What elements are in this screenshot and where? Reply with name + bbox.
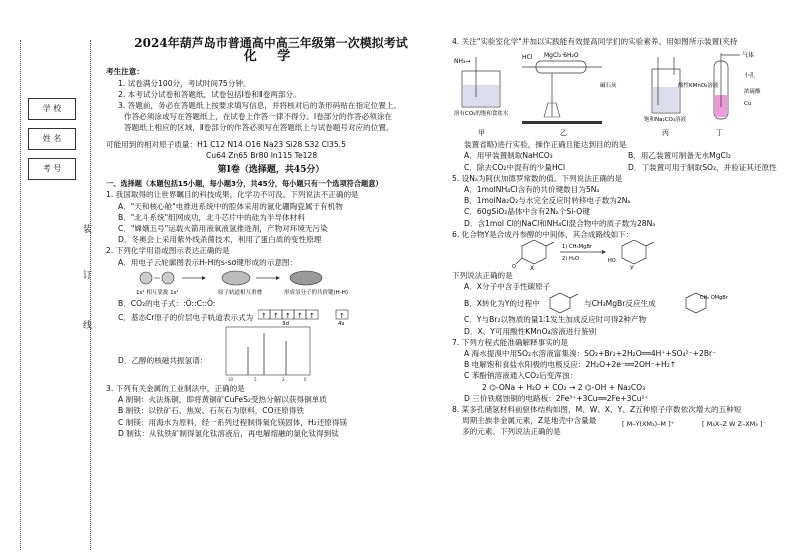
q8-line: 多的元素。下列说法正确的是 (462, 427, 561, 437)
q4-bing-label: 丙 (662, 129, 669, 138)
school-box: 学 校 (28, 98, 76, 120)
q5-option: A．1molNH₄Cl含有的共价键数目为5Nₐ (464, 185, 600, 195)
q4-option: B．用乙装置可制备无水MgCl₂ (628, 151, 731, 161)
q6-option-b-product (680, 292, 740, 314)
cr-4s-label: 4s (338, 321, 345, 326)
q1-option: B．"北斗系统"组网成功，北斗芯片中的硅为半导体材料 (118, 212, 305, 222)
binding-margin (0, 0, 100, 560)
q3-option: D 制钛：从钛铁矿制得氯化钛溶液后，再电解熔融的氯化钛得到钛 (118, 428, 339, 438)
part1-heading: 第Ⅰ卷（选择题，共45分） (217, 165, 325, 176)
svg-text:0: 0 (304, 377, 307, 383)
q4-ding-label: 丁 (716, 129, 723, 138)
q1-option: A．"天和核心舱"电推进系统中的腔体采用的氮化硼陶瓷属于有机物 (118, 201, 343, 211)
q6-option-b-part1: B．X转化为Y的过程中 (464, 299, 540, 309)
q3-option: A 制铜：火法炼铜，即将黄铜矿CuFeS₂受热分解以获得铜单质 (118, 395, 327, 405)
svg-text:↑: ↑ (297, 312, 303, 321)
q4-soda-lime-label: 碱石灰 (600, 83, 617, 90)
q2-option-d-row (106, 325, 436, 383)
note-item: 2. 本考试分试卷和答题纸，试卷包括Ⅰ卷和Ⅱ卷两部分。 (118, 89, 301, 99)
q8-line: 8. 某多孔储氢材料前驱体结构如图，M、W、X、Y、Z五种原子序数依次增大的五种短 (452, 405, 742, 415)
q7-option-c-equation: 2 ⌬-ONa + H₂O + CO₂ → 2 ⌬-OH + Na₂CO₃ (482, 382, 646, 392)
q1-option: D．冬奥会上采用紫外线杀菌技术，利用了蛋白质的变性原理 (118, 235, 322, 245)
orbital-label-1: 1s¹ 相互靠拢 1s¹ (136, 289, 179, 296)
left-column (106, 36, 436, 439)
q4-gas-label: 气体 (742, 52, 755, 60)
binding-word-zhuang: 装 (83, 225, 93, 235)
q4-nh3-label: NH₃→ (454, 58, 471, 66)
q6-stem: 6. 化合物Y是合成丹参醇的中间体，其合成路线如下： (452, 229, 634, 239)
q4-stem: 4. 关注"实验室化学"并加以实践能有效提高同学们的实验素养。用如图所示装置(夹持 (452, 37, 738, 46)
q4-options-row1 (452, 150, 792, 161)
note-item: 答题纸上相应的区域，Ⅱ卷部分的作答必须写在答题纸上与试卷题号对应的位置。 (124, 123, 394, 133)
q1-option: C．"嫦娥五号"运载火箭用液氧液氢推进剂，产物对环境无污染 (118, 224, 328, 234)
svg-text:↑: ↑ (261, 312, 267, 321)
svg-text:↑: ↑ (339, 312, 345, 321)
right-column (452, 36, 792, 439)
exam-number-box: 考 号 (28, 158, 76, 180)
q3-option: C 制镁：用海水为原料，经一系列过程制得氧化镁固体，H₂还原得镁 (118, 417, 348, 427)
q6-x-label: X (530, 265, 535, 271)
note-item: 3. 答题前，务必在答题纸上按要求填写信息，并将核对后的条形码贴在指定位置上。 (118, 101, 402, 111)
co2-electron-formula: :Ö::C::Ö: (183, 298, 216, 308)
q3-option: B 制铁：以铁矿石、焦炭、石灰石为原料，CO还原得铁 (118, 406, 304, 416)
q4-cu-label: Cu (744, 101, 752, 108)
q4-acid-label: 浓硫酸 (744, 89, 761, 96)
q6-option-b-group: CH₃ OMgBr (700, 295, 728, 302)
svg-text:HO: HO (608, 258, 616, 265)
svg-text:↑: ↑ (273, 312, 279, 321)
q2-option-b-text: B．CO₂的电子式： (118, 298, 184, 308)
q4-option: D．丁装置可用于制取SO₂，并验证其还原性 (628, 162, 777, 172)
q6-intro: 下列说法正确的是 (452, 271, 513, 281)
q2-option-c: C．基态Cr原子的价层电子轨道表示式为 (118, 313, 254, 323)
q6-reaction-svg (452, 240, 792, 270)
q2-option-a: A．用电子云轮廓图表示H-H的s-sσ键形成的示意图： (118, 257, 298, 267)
q2-stem: 2. 下列化学用语或图示表达正确的是 (106, 246, 230, 256)
cr-orbital-diagram (258, 309, 378, 325)
orbital-overlap-svg (106, 268, 436, 298)
q5-option: B．1molNa₂O₂与水完全反应时转移电子数为2Nₐ (464, 196, 631, 206)
q6-option-a: A．X分子中含手性碳原子 (464, 282, 551, 292)
q6-reagent1: 1) CH₃MgBr (562, 244, 593, 251)
q4-yi-label: 乙 (560, 129, 567, 138)
q7-option: B 电解饱和食盐水阳极的电极反应：2H₂O+2e⁻══2OH⁻+H₂↑ (464, 360, 677, 370)
q4-jia-label: 甲 (478, 129, 485, 138)
cr-3d-label: 3d (282, 321, 289, 326)
part1-instruction: 一、选择题（本题包括15小题，每小题3分，共45分，每小题只有一个选项符合题意） (106, 179, 383, 189)
q6-option-b-ring (544, 292, 584, 314)
q6-option-b-row (452, 292, 792, 314)
q2-option-d: D．乙醇的核磁共振氢谱： (118, 356, 208, 366)
orbital-label-2: 原子轨道相互重叠 (218, 289, 263, 296)
q6-reagent2: 2) H₂O (562, 256, 580, 263)
svg-text:10: 10 (228, 377, 234, 383)
q8-row (452, 415, 792, 439)
notes-heading: 考生注意： (106, 67, 144, 77)
q4-mgcl2-label: MgCl₂·6H₂O (544, 52, 579, 60)
q4-options-row2 (452, 162, 792, 173)
q4-na2co3-label: 饱和Na₂CO₃溶液 (644, 117, 687, 124)
binding-dotted-line-outer (20, 40, 21, 550)
q4-kmno4-label: 酸性KMnO₄溶液 (678, 83, 719, 90)
name-box: 姓 名 (28, 128, 76, 150)
q4-hcl-label: HCl (522, 54, 533, 62)
q8-structure-anion: [ M₃X–Z W Z–XM₃ ]⁻ (702, 420, 766, 429)
orbital-overlap-figure (106, 268, 436, 298)
ethanol-nmr-spectrum (224, 325, 314, 383)
svg-text:5: 5 (254, 377, 257, 383)
svg-text:O: O (512, 264, 516, 271)
q5-option: C．60gSiO₂晶体中含有2Nₐ个Si-O键 (464, 207, 590, 217)
q4-option: C．除去CO₂中混有的少量HCl (464, 162, 566, 172)
q5-stem: 5. 设Nₐ为阿伏加德罗常数的值。下列说法正确的是 (452, 173, 623, 183)
note-item: 作答必须涂或写在答题纸上，在试卷上作答一律不得分。Ⅰ卷部分的作答必须涂在 (124, 112, 393, 122)
q7-option: A 海水提溴中用SO₂水溶液富集溴：SO₂+Br₂+2H₂O══4H⁺+SO₄²⁻+2Br⁻ (464, 349, 717, 359)
svg-text:↑: ↑ (285, 312, 291, 321)
atomic-masses-line2: Cu64 Zn65 Br80 In115 Te128 (206, 150, 318, 160)
q6-option-d: D．X、Y可用酸性KMnO₄溶液进行鉴别 (464, 326, 597, 336)
q8-structure-cation: [ M–Y(XM₃)–M ]⁺ (622, 420, 675, 429)
q7-option: C 苯酚钠溶液通入CO₂后变浑浊： (464, 371, 578, 381)
q5-option: D．含1mol Cl的NaCl和NH₄Cl混合物中的质子数为28Nₐ (464, 218, 656, 228)
q4-apparatus-svg (452, 47, 792, 139)
q3-stem: 3. 下列有关金属的工业制法中，正确的是 (106, 384, 245, 394)
q6-option-b-part2: 与CH₃MgBr反应生成 (584, 299, 656, 309)
q6-reaction-figure (452, 240, 792, 270)
orbital-label-3: 形成氢分子的共价键(H-H) (284, 289, 349, 296)
atomic-masses-line1: 可能用到的相对原子质量：H1 C12 N14 O16 Na23 Si28 S32 Cl35.5 (106, 139, 346, 149)
q1-stem: 1. 我国取得的让世界瞩目的科技成果，化学功不可没。下列说法不正确的是 (106, 190, 359, 200)
binding-word-xian: 线 (83, 321, 93, 331)
q2-option-b (106, 298, 436, 309)
binding-dotted-line-inner (90, 40, 91, 550)
note-item: 1. 试卷满分100分，考试时间75分钟。 (118, 78, 251, 88)
q4-tail: 装置省略)进行实验，操作正确且能达到目的的是 (464, 140, 627, 150)
q6-option-c: C．Y与Br₂以物质的量1∶1发生加成反应时可得2种产物 (464, 315, 647, 325)
q7-option: D 三价铁腐蚀铜的电路板：2Fe³⁺+3Cu══2Fe+3Cu²⁺ (464, 393, 649, 403)
q2-option-c-row (106, 309, 436, 325)
binding-word-ding: 订 (83, 271, 93, 281)
svg-text:↑: ↑ (309, 312, 315, 321)
q4-hole-label: 小孔 (744, 73, 756, 80)
exam-subject: 化 学 (243, 49, 299, 65)
q4-option: A．用甲装置制取NaHCO₃ (464, 151, 553, 161)
q4-apparatus-figure (452, 47, 792, 139)
svg-text:2: 2 (282, 377, 285, 383)
exam-title: 2024年葫芦岛市普通高中高三年级第一次模拟考试 (134, 36, 408, 50)
q6-y-label: Y (630, 265, 634, 271)
q7-stem: 7. 下列方程式能准确解释事实的是 (452, 337, 568, 347)
q4-beaker-label: 溶有CO₂的饱和食盐水 (454, 111, 509, 118)
q8-line: 周期主族非金属元素，Z是地壳中含量最 (462, 416, 597, 426)
